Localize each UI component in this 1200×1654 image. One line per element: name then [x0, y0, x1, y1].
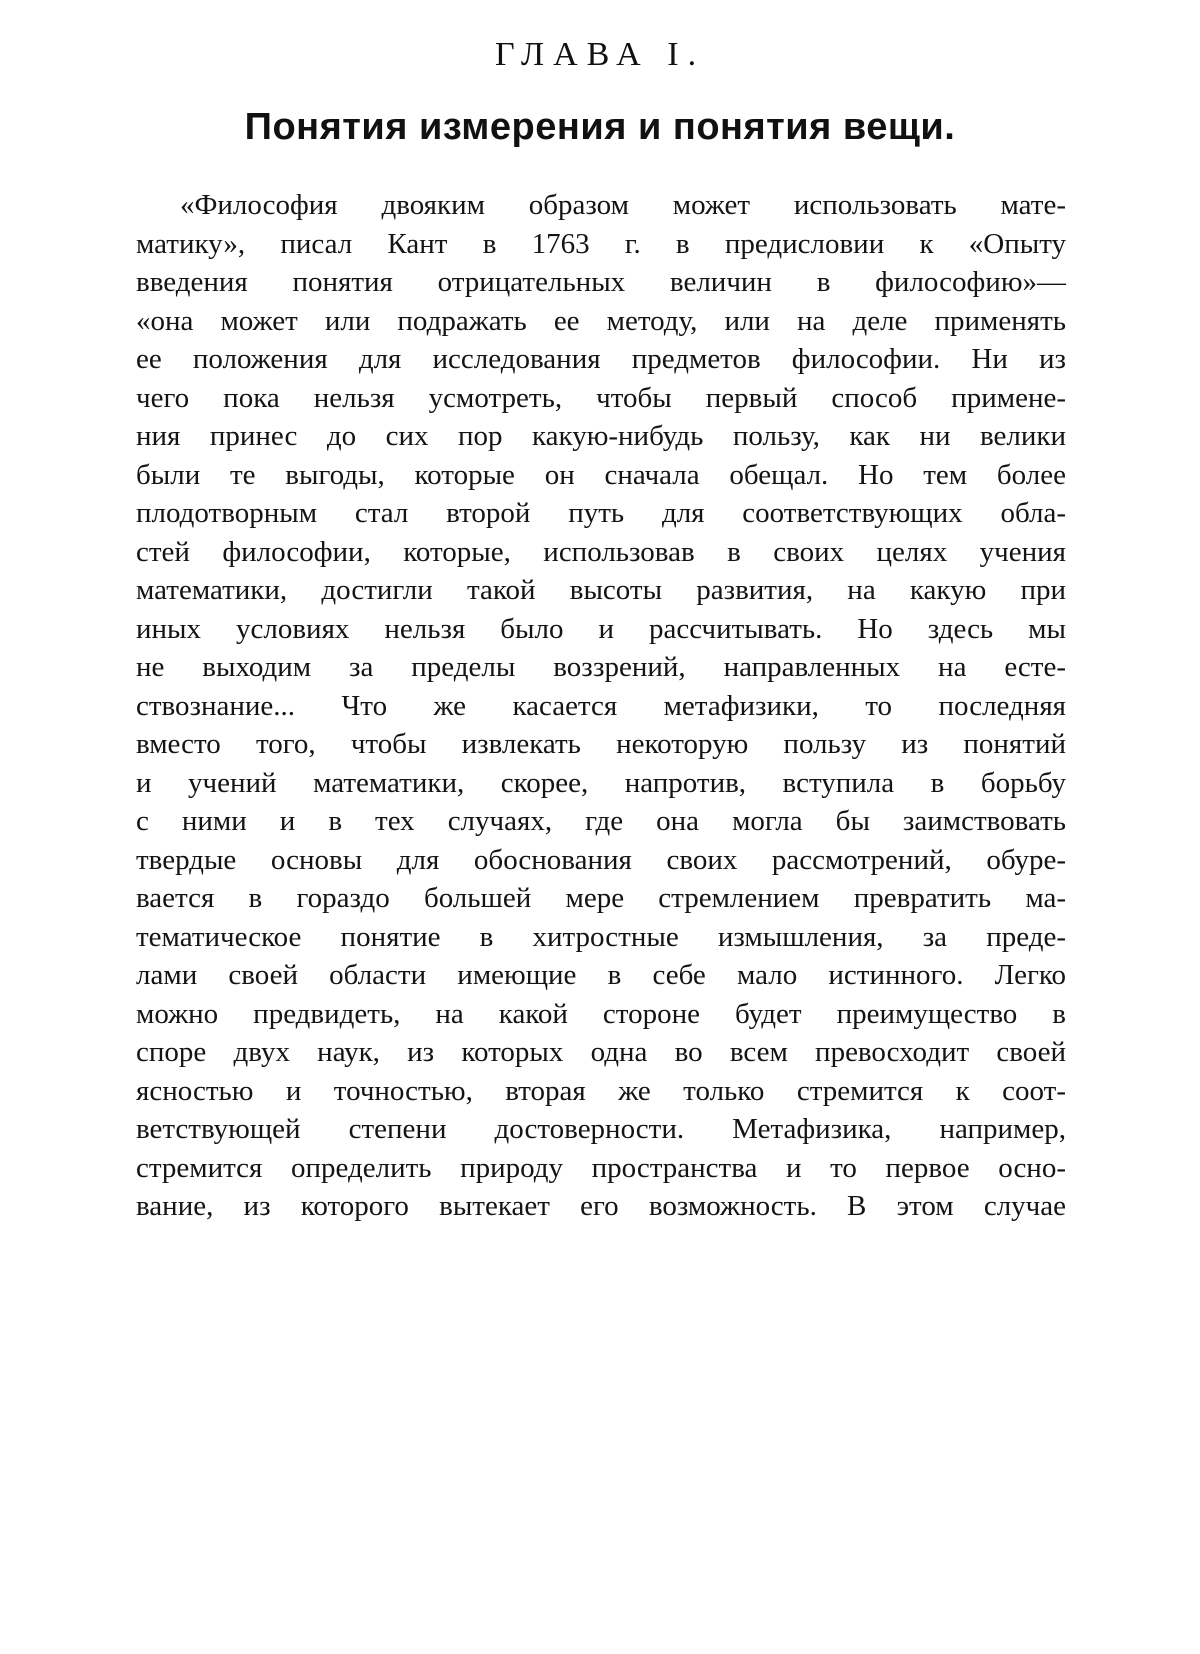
- chapter-title: Понятия измерения и понятия вещи.: [0, 106, 1200, 149]
- text-line: ствознание... Что же касается метафизики, то последняя: [136, 687, 1066, 726]
- text-line: ния принес до сих пор какую-нибудь пользу, как ни велики: [136, 417, 1066, 456]
- text-line: не выходим за пределы воззрений, направленных на есте-: [136, 648, 1066, 687]
- book-page: [0, 0, 1200, 1654]
- text-line: ясностью и точностью, вторая же только стремится к соот-: [136, 1072, 1066, 1111]
- text-line: стремится определить природу пространства и то первое осно-: [136, 1149, 1066, 1188]
- text-line: тематическое понятие в хитростные измышления, за преде-: [136, 918, 1066, 957]
- text-line: твердые основы для обоснования своих рассмотрений, обуре-: [136, 841, 1066, 880]
- text-line: споре двух наук, из которых одна во всем превосходит своей: [136, 1033, 1066, 1072]
- text-line: «Философия двояким образом может использовать мате-: [136, 186, 1066, 225]
- chapter-label: ГЛАВА I.: [0, 36, 1200, 74]
- text-line: введения понятия отрицательных величин в философию»—: [136, 263, 1066, 302]
- body-paragraph: [136, 186, 1066, 1226]
- text-line: вместо того, чтобы извлекать некоторую пользу из понятий: [136, 725, 1066, 764]
- text-line: вание, из которого вытекает его возможность. В этом случае: [136, 1187, 1066, 1226]
- text-line: лами своей области имеющие в себе мало истинного. Легко: [136, 956, 1066, 995]
- text-line: ветствующей степени достоверности. Метафизика, например,: [136, 1110, 1066, 1149]
- text-line: иных условиях нельзя было и рассчитывать. Но здесь мы: [136, 610, 1066, 649]
- text-line: математики, достигли такой высоты развития, на какую при: [136, 571, 1066, 610]
- text-line: можно предвидеть, на какой стороне будет преимущество в: [136, 995, 1066, 1034]
- text-line: с ними и в тех случаях, где она могла бы заимствовать: [136, 802, 1066, 841]
- text-line: вается в гораздо большей мере стремлением превратить ма-: [136, 879, 1066, 918]
- text-line: стей философии, которые, использовав в своих целях учения: [136, 533, 1066, 572]
- text-line: «она может или подражать ее методу, или на деле применять: [136, 302, 1066, 341]
- text-line: матику», писал Кант в 1763 г. в предисловии к «Опыту: [136, 225, 1066, 264]
- text-line: ее положения для исследования предметов философии. Ни из: [136, 340, 1066, 379]
- text-line: плодотворным стал второй путь для соответствующих обла-: [136, 494, 1066, 533]
- text-line: были те выгоды, которые он сначала обещал. Но тем более: [136, 456, 1066, 495]
- text-line: и учений математики, скорее, напротив, вступила в борьбу: [136, 764, 1066, 803]
- text-line: чего пока нельзя усмотреть, чтобы первый способ примене-: [136, 379, 1066, 418]
